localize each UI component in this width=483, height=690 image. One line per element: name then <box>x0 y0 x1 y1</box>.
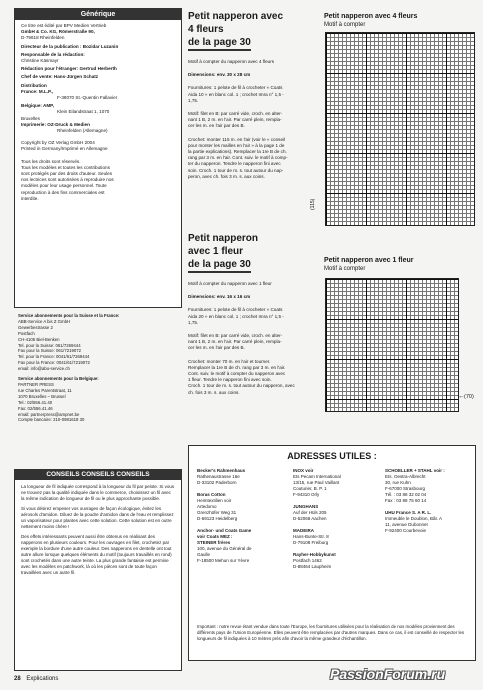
adresse-line: 13/15, rue Paul Vaillant <box>293 480 340 485</box>
napperon1-title-line3: de la page 30 <box>188 36 251 51</box>
generique-line: reproduction à des fins commerciales est <box>21 189 105 195</box>
adresse-line: voir Coats MEZ : <box>197 534 233 539</box>
generique-line: Klein Eilandstraat 1, 1070 <box>57 109 110 115</box>
adresse-line: F-94310 Orly <box>293 492 320 497</box>
adresse-line: SCHOELLER + STAHL voir : <box>385 468 445 473</box>
generique-line: Tous les droits sont réservés. <box>21 158 81 164</box>
napperon1-line: peron, avec ch. fois 3 m. s. aux coins. <box>188 173 265 179</box>
service-line: Tel. pour la Suisse: 061/7269444 <box>18 342 81 348</box>
napperon2-title-line3: de la page 30 <box>188 258 251 273</box>
page-number: 28 <box>14 676 21 682</box>
napperon2-line: Aida 20 » en blanc col. 1 ; crochet Imra n° 1,5 - <box>188 313 284 319</box>
generique-title: Générique <box>15 9 181 20</box>
adresses-important: Important : notre revue étant vendue dans toute l'Europe, les fournitures utilisées pour la réalisation de nos modèles proviennent des différents pays de l'Union Européenne. Elles peuvent être remplacées par d'autres marques. Dans ce cas, il est conseillé de respecter les longueurs de fil indiquées à 10 mètres près afin d'avoir la même grandeur d'échantillon. <box>197 624 465 641</box>
generique-line: Belgique: AMP, <box>21 103 54 109</box>
service-line: Fax pour la France: 0041/61/7219072 <box>18 360 90 366</box>
generique-line: modèles pour leur usage personnel. Toute <box>21 183 107 189</box>
adresse-line: Artedomo <box>197 504 217 509</box>
adresse-line: MADEIRA <box>293 528 314 533</box>
chart1-count: (115) <box>310 198 316 210</box>
napperon1-line: Crochet: monter 115 m. en l'air (voir le « conseil <box>188 136 286 142</box>
adresses-col1 <box>197 468 287 564</box>
adresse-line: INOX voir <box>293 468 314 473</box>
adresses-box <box>188 445 476 661</box>
napperon1-line: Motif à compter du napperon avec 4 fleurs <box>188 59 275 64</box>
adresse-line: Ets. Oestra-Albrecht <box>385 474 426 479</box>
adresse-line: 100, avenue du Général de <box>197 546 252 551</box>
napperon2-line: 1,75. <box>188 319 199 325</box>
adresse-line: D-69123 Heidelberg <box>197 516 238 521</box>
adresse-line: Postfach 1462 <box>293 558 322 563</box>
napperon1-line: rang par 3 m. en l'air. Cont. suiv. le motif à comp- <box>188 155 288 161</box>
generique-line: interdite. <box>21 195 39 201</box>
adresse-line: D-52068 Aachen <box>293 516 327 521</box>
generique-line: Imprimerie: OZ-Druck & Medien <box>21 121 90 127</box>
service-line: Service abonnements pour la Suisse et la France: <box>18 313 120 318</box>
adresse-line: Tél. : 03 88 32 02 04 <box>385 492 427 497</box>
chart1-subtitle: Motif à compter <box>324 22 366 28</box>
napperon1-title-line1: Petit napperon avec <box>188 11 284 22</box>
adresse-line: Ets Pecam International <box>293 474 341 479</box>
napperon1-section <box>188 10 320 180</box>
napperon2-title-line1: Petit napperon <box>188 233 259 244</box>
napperon2-line: Motif à compter du napperon avec 1 fleur <box>188 281 272 286</box>
adresse-line: Anchor- und Coats Game <box>197 528 252 533</box>
chart1-grid <box>325 32 475 226</box>
generique-line: Responsable de la rédaction: <box>21 51 85 57</box>
service-line: rue Charles Parentstraat, 11 <box>18 387 72 393</box>
napperon2-line: Croch. 1 tour de m. s. tout autour du napperon, avec <box>188 383 295 389</box>
generique-line: D-79618 Rheinfelden <box>21 35 65 41</box>
napperon1-line: nant 1 B, 2 m. en l'air. Par carré plein, rempla- <box>188 117 282 123</box>
generique-line: Directeur de la publication : Bozidar Luzanin <box>21 43 119 49</box>
conseils-text <box>15 480 181 580</box>
adresses-col2 <box>293 468 381 570</box>
napperon2-line: Motif: filet en B: par carré vide, croch. en alter- <box>188 333 283 339</box>
adresse-line: F-18500 Mehun sur Yèvre <box>197 558 250 563</box>
adresse-line: Fax : 03 88 75 60 14 <box>385 498 427 503</box>
napperon1-line: pour monter les mailles en l'air » à la page 1 de <box>188 142 285 148</box>
conseils-box <box>14 469 182 671</box>
chart2-title: Petit napperon avec 1 fleur <box>324 257 414 264</box>
adresse-line: Gaulle <box>197 552 211 557</box>
adresse-line: Heimtextilien voir <box>197 498 232 503</box>
service-line: ABB-Service A bis Z GmbH <box>18 318 71 324</box>
generique-text <box>15 20 181 205</box>
adresse-line: STEINER frères <box>197 540 231 545</box>
adresse-line: F-67000 Strasbourg <box>385 486 426 491</box>
napperon2-text <box>188 281 320 396</box>
napperon2-line: ch. fois 3 m. s. aux coins. <box>188 389 240 395</box>
service-line: 1070 Bruxelles – Brussel <box>18 393 66 399</box>
adresse-line: F-92400 Courbevoie <box>385 528 427 533</box>
conseils-paragraph: Des effets intéressants peuvent aussi être obtenus en réalisant des napperons en plusieurs couleurs. Pour les ouvrages en filet, crochetez par exemple la bordure d'une autre couleur. Des napperons en dentelle ont tout autre allure lorsque quelques éléments du motif (toujours travaillés en rond) sont crochetés dans une autre teinte. La plus grande fantaisie est permise avec les modèles en patchwork, là où les pièces sont de toute façon travaillées avec un autre fil. <box>21 534 172 575</box>
service-line: email: partnerpress@ampnet.be <box>18 411 80 417</box>
napperon1-line: Dimensions: env. 30 x 28 cm <box>188 72 251 78</box>
adresse-line: Grenzhöfer Weg 31 <box>197 510 237 515</box>
napperon1-line: Fournitures: 1 pelote de fil à crocheter « Coats <box>188 85 283 91</box>
adresse-line: D-33102 Paderborn <box>197 480 237 485</box>
napperon1-line: cer les m. en l'air par des B. <box>188 123 245 129</box>
generique-line: Chef de vente: Hans-Jürgen Schatz <box>21 74 99 80</box>
service-line: Tel. pour la France: 0041/61/7269444 <box>18 354 90 360</box>
generique-line: Distribution <box>21 82 47 88</box>
service-line: Fax: 02/556.41.46 <box>18 405 53 411</box>
chart2-subtitle: Motif à compter <box>324 266 366 272</box>
adresse-line: Rayher-Hobbykunst <box>293 552 336 557</box>
adresses-col3 <box>385 468 471 534</box>
generique-line: GmbH & Co. KG, Römerstraße 90, <box>21 29 95 35</box>
adresse-line: UHU France S. A R. L. <box>385 510 432 515</box>
watermark: PassionForum.ru <box>330 666 446 682</box>
napperon2-line: Dimensions: env. 16 x 16 cm <box>188 294 251 300</box>
page-footer <box>14 676 58 682</box>
adresse-line: D-88464 Laupheim <box>293 564 332 569</box>
generique-line: sont protégés par des droits d'auteur. Seules <box>21 171 113 177</box>
napperon2-line: Cont. suiv. le motif à compter du napperon avec <box>188 371 286 377</box>
service-abonnements <box>18 313 178 423</box>
adresse-line: Immeuble le Doublon, Bât. A <box>385 516 443 521</box>
napperon1-line: 1,75. <box>188 97 199 103</box>
service-line: Fax pour la Suisse: 061/7219072 <box>18 348 82 354</box>
chart2-count: (70) <box>464 394 474 400</box>
napperon2-line: Crochet: monter 70 m. en l'air et tourner. <box>188 358 271 364</box>
napperon1-line: la partie explications). Remplacer la 1re B de ch. <box>188 149 287 155</box>
adresse-line: JUNGHANS <box>293 504 319 509</box>
napperon2-title-line2: avec 1 fleur <box>188 246 244 257</box>
generique-line: Christine Käsmayr <box>21 58 59 64</box>
generique-line: Rheinfelden (Allemagne) <box>57 128 108 134</box>
napperon1-title-line2: 4 fleurs <box>188 24 224 35</box>
napperon1-line: Aida 10 » en blanc col. 1 ; crochet Imra n° 1,5 - <box>188 91 284 97</box>
chart2-arrow-icon: ← <box>458 393 465 400</box>
adresse-line: 30, rue Kuhn <box>385 480 411 485</box>
generique-line: Rédaction pour l'étranger: Gertrud Herberth <box>21 66 117 72</box>
napperon2-line: Remplacer la 1re B de ch. rang par 3 m. en l'air. <box>188 364 286 370</box>
conseils-title: CONSEILS CONSEILS CONSEILS <box>15 470 181 480</box>
generique-line: nos lectrices sont autorisées à reproduire nos <box>21 177 114 183</box>
napperon2-section <box>188 232 320 396</box>
page-section: Explications <box>26 676 59 682</box>
generique-line: Bruxelles <box>21 115 40 121</box>
napperon1-line: soin. Croch. 1 tour de m. s. tout autour du nap- <box>188 167 284 173</box>
generique-line: France: M.L.P., <box>21 88 54 94</box>
adresse-line: D-79108 Freiburg <box>293 540 329 545</box>
napperon2-line: cer les m. en l'air par des B. <box>188 345 245 351</box>
service-line: PARTNER PRESS <box>18 381 54 387</box>
generique-line: F-38070 St.-Quentin Fallavier <box>57 95 118 101</box>
service-line: Postfach <box>18 330 35 336</box>
napperon2-line: 1 fleur. Tendre le napperon fini avec soin. <box>188 377 272 383</box>
service-line: CH-4105 Biel-Benken <box>18 336 60 342</box>
generique-box <box>14 8 182 308</box>
generique-line: Copyright by OZ Verlag GmbH 2004 <box>21 140 95 146</box>
chart2-header <box>324 256 474 273</box>
adresse-line: Couturier, B. P. 1 <box>293 486 327 491</box>
service-line: Gewerbestrasse 2 <box>18 324 53 330</box>
service-line: Service abonnements pour la Belgique: <box>18 376 99 382</box>
chart2-grid <box>325 278 459 412</box>
conseils-paragraph: La longueur de fil indiquée correspond à la longueur du fil par pelote. Si vous ne trouvez pas la qualité indiquée dans le commerce, choisissez un fil avec la même indication de longueur de fil ou le plus approchante possible. <box>21 484 175 501</box>
napperon2-line: nant 1 B, 2 m. en l'air. Par carré plein, rempla- <box>188 339 282 345</box>
adresse-line: Auf der Hüls 205 <box>293 510 327 515</box>
service-line: email: info@abo-service.ch <box>18 366 70 372</box>
napperon1-line: Motif: filet en B: par carré vide, croch. en alter- <box>188 111 283 117</box>
napperon2-title <box>188 232 320 273</box>
chart1-title: Petit napperon avec 4 fleurs <box>324 13 418 20</box>
service-line: Tel.: 02/556.41.40 <box>18 399 53 405</box>
adresse-line: Becker's Rahmenhaus <box>197 468 246 473</box>
generique-line: Printed in Germany/Imprimé en Allemagne <box>21 146 108 152</box>
chart1-header <box>324 12 474 29</box>
adresse-line: Rathenaustrasse 16e <box>197 474 240 479</box>
adresse-line: Boras Cotton <box>197 492 226 497</box>
adresses-title: ADRESSES UTILES : <box>287 451 377 461</box>
napperon1-text <box>188 59 320 180</box>
service-line: Compte bancaire: 210-0981618 30 <box>18 417 85 423</box>
napperon2-line: Fournitures: 1 pelote de fil à crocheter « Coats <box>188 307 283 313</box>
conseils-paragraph: Si vous désirez empeser vos ouvrages de façon écologique, évitez les aérosols d'amidon. Diluez de la poudre d'amidon dans de l'eau et remplissez un vaporisateur pour plantes avec cette solution. Cette solution est en outre nettement moins chère ! <box>21 506 174 529</box>
generique-line: Ce titre est édité par BPV Medien Vertrieb <box>21 23 107 28</box>
napperon1-title <box>188 10 320 51</box>
adresse-line: 11, avenue Dubonnet <box>385 522 428 527</box>
napperon1-line: ter du napperon. Tendre le napperon fini avec <box>188 161 281 167</box>
generique-line: Tous les modèles et toutes les contributions <box>21 164 110 170</box>
adresse-line: Hans-Bunte-Str. 8 <box>293 534 329 539</box>
